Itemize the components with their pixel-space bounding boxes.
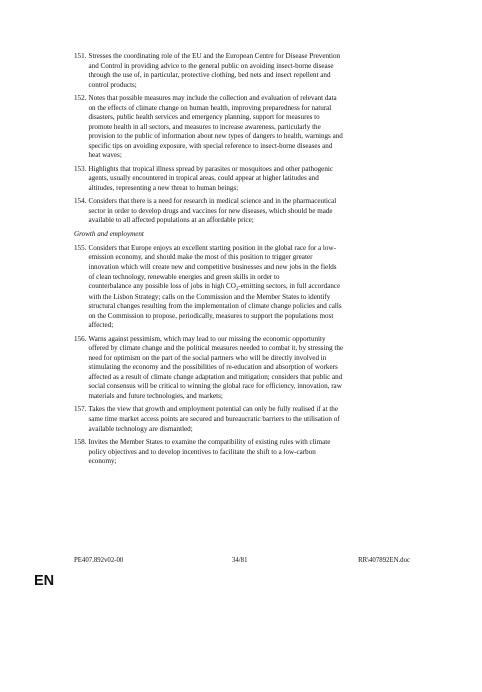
text-line: materials and future technologies, and markets; bbox=[88, 392, 223, 400]
paragraph-text bbox=[89, 335, 411, 402]
text-line: emission economy, and should make the most of this position to trigger greater bbox=[88, 253, 313, 262]
text-line: affected as a result of climate change adaptation and mitigation; considers that public and bbox=[88, 372, 343, 381]
paragraph-text bbox=[89, 438, 411, 467]
paragraph-number: 156. bbox=[74, 334, 87, 343]
paragraph-number: 151. bbox=[74, 52, 87, 60]
paragraph-text bbox=[89, 405, 411, 434]
text-line: on the Commission to propose, periodically, measures to support the populations most bbox=[88, 311, 334, 320]
paragraph bbox=[74, 438, 410, 467]
text-line: offered by climate change and the political measures needed to combat it, by stressing the bbox=[88, 344, 344, 353]
text-line: Considers that Europe enjoys an excellent starting position in the global race for a low- bbox=[88, 243, 336, 252]
paragraph bbox=[74, 335, 410, 402]
paragraph-number: 153. bbox=[74, 164, 87, 173]
text-line: and Control in providing advice to the general public on avoiding insect-borne disease bbox=[88, 61, 334, 70]
text-line: available to all affected populations at an affordable price; bbox=[88, 216, 254, 225]
text-line: with the Lisbon Strategy; calls on the Commission and the Member States to identify bbox=[88, 292, 331, 301]
text-line: social consensus will be critical to winning the global race for efficiency, innovation, raw bbox=[88, 382, 342, 391]
text-line: Highlights that tropical illness spread by parasites or mosquitoes and other pathogenic bbox=[88, 164, 333, 173]
paragraph-text bbox=[89, 94, 411, 161]
paragraph bbox=[74, 405, 410, 434]
text-run: counterbalance any possible loss of jobs in high CO bbox=[88, 282, 236, 291]
text-line: same time market access points are secured and bureaucratic barriers to the utilisation of bbox=[88, 414, 340, 423]
document-reference: PE407.892v02-00 bbox=[74, 557, 124, 564]
text-line: Invites the Member States to examine the compatibility of existing rules with climate bbox=[88, 437, 331, 446]
paragraph-number: 155. bbox=[74, 243, 87, 252]
text-line: sector in order to develop drugs and vaccines for new diseases, which should be made bbox=[88, 206, 333, 215]
section-heading: Growth and employment bbox=[74, 229, 144, 238]
page-footer bbox=[74, 556, 410, 568]
text-line: promote health in all sectors, and measures to increase awareness, particularly the bbox=[88, 122, 321, 131]
text-line: altitudes, representing a new threat to human beings; bbox=[88, 183, 239, 192]
text-line: specific tips on avoiding exposure, with special reference to insect-borne diseases and bbox=[88, 141, 333, 150]
text-line: control products; bbox=[88, 80, 137, 89]
text-line: through the use of, in particular, protective clothing, bed nets and insect repellent and bbox=[88, 71, 331, 80]
text-line-co2 bbox=[89, 282, 411, 293]
paragraph bbox=[74, 94, 410, 161]
text-line: Warns against pessimism, which may lead to our missing the economic opportunity bbox=[88, 334, 326, 343]
text-line: stimulating the economy and the possibilities of re-education and absorption of workers bbox=[88, 363, 338, 372]
paragraph bbox=[74, 52, 410, 90]
subscript-2: 2 bbox=[235, 286, 239, 292]
text-line: need for optimism on the part of the social partners who will be directly involved in bbox=[88, 353, 327, 362]
text-line: of clean technology, renewable energies and green skills in order to bbox=[88, 272, 280, 281]
text-run: -emitting sectors, in full accordance bbox=[238, 282, 341, 291]
text-line: agents, usually encountered in tropical areas, could appear at higher latitudes and bbox=[88, 174, 319, 183]
paragraph bbox=[74, 165, 410, 194]
text-line: affected; bbox=[88, 321, 114, 330]
text-line: provision to the public of information about new types of dangers to health, warnings and bbox=[88, 132, 343, 141]
paragraph-text bbox=[89, 52, 411, 90]
paragraph-number: 154. bbox=[74, 197, 87, 206]
paragraph bbox=[74, 197, 410, 226]
text-line: on the effects of climate change on human health, improving preparedness for natural bbox=[88, 103, 332, 112]
language-code: EN bbox=[34, 573, 55, 589]
paragraph-group bbox=[74, 335, 410, 467]
paragraph-number: 157. bbox=[74, 405, 87, 414]
text-line: Considers that there is a need for research in medical science and in the pharmaceutical bbox=[88, 197, 337, 206]
text-line: Notes that possible measures may include the collection and evaluation of relevant data bbox=[88, 94, 337, 103]
paragraph-text bbox=[89, 197, 411, 226]
file-name: RR\407892EN.doc bbox=[358, 557, 410, 564]
page-number: 34/81 bbox=[232, 557, 248, 564]
text-line: innovation which will create new and competitive businesses and new jobs in the fields bbox=[88, 263, 337, 271]
paragraph-number: 158. bbox=[74, 437, 87, 446]
text-line: policy objectives and to develop incentives to facilitate the shift to a low-carbon bbox=[88, 447, 316, 456]
text-line: Takes the view that growth and employment potential can only be fully realised if at the bbox=[88, 405, 338, 414]
text-line: structural changes resulting from the implementation of climate change policies and calls bbox=[88, 302, 342, 311]
paragraph-text bbox=[89, 165, 411, 194]
paragraph-group bbox=[74, 52, 410, 226]
paragraph-155 bbox=[74, 244, 410, 331]
document-body bbox=[74, 52, 410, 471]
paragraph-number: 152. bbox=[74, 94, 87, 103]
text-line: disasters, public health services and emergency planning, support for measures to bbox=[88, 113, 320, 122]
text-line: heat waves; bbox=[88, 151, 122, 160]
text-line: economy; bbox=[88, 457, 117, 466]
text-line: available technology are dismantled; bbox=[88, 424, 193, 433]
text-line: Stresses the coordinating role of the EU and the European Centre for Disease Prevention bbox=[88, 52, 341, 60]
paragraph-text bbox=[89, 244, 411, 331]
